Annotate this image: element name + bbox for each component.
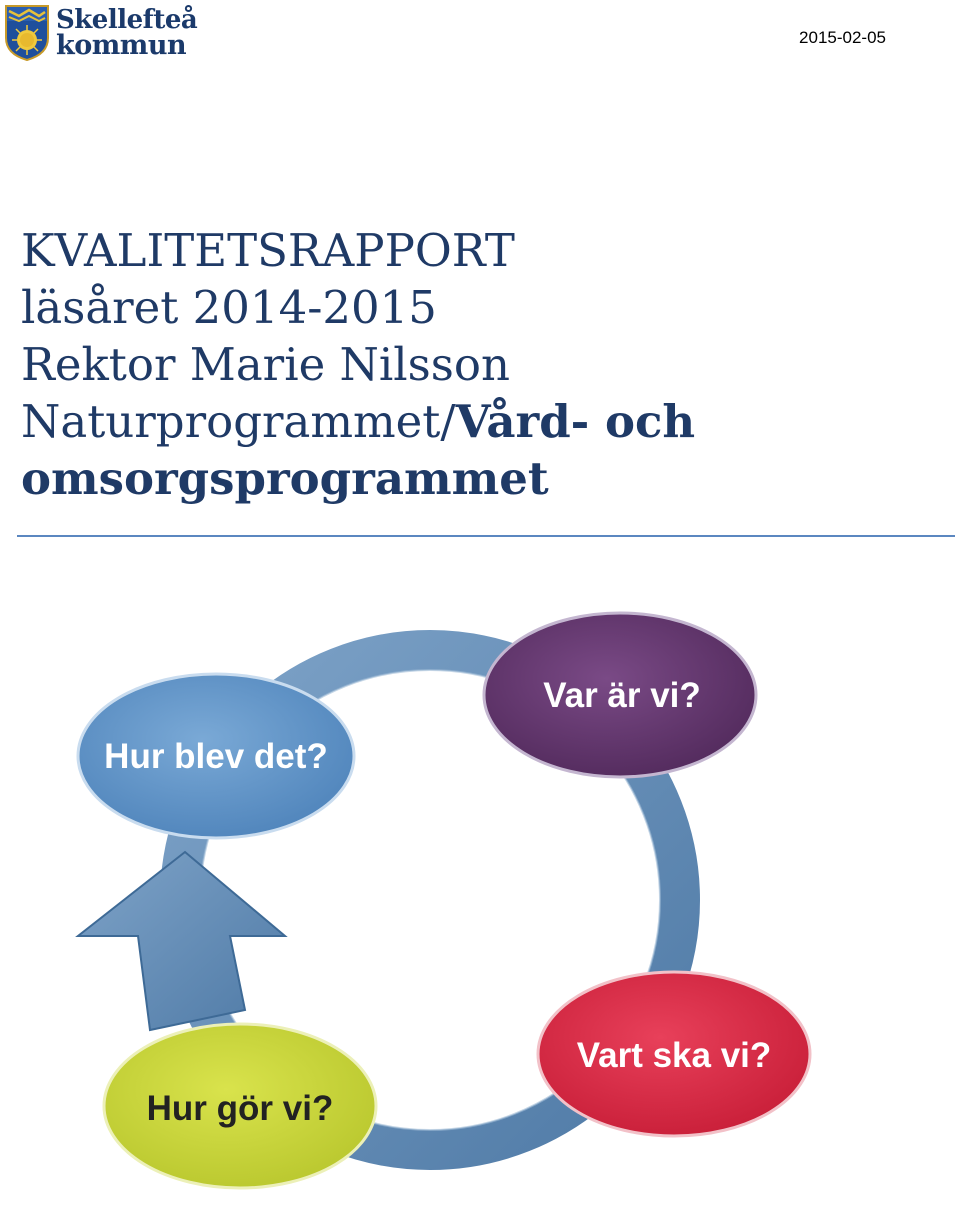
- cycle-arrow-icon: [78, 852, 285, 1030]
- divider: [17, 535, 955, 537]
- logo-line-1: Skellefteå: [56, 5, 198, 35]
- title-line-2: läsåret 2014-2015: [21, 281, 437, 334]
- document-date: 2015-02-05: [799, 28, 886, 47]
- municipality-logo: [4, 4, 197, 62]
- program-name-bold: Vård- och: [455, 395, 696, 448]
- program-name: Naturprogrammet/: [21, 395, 456, 448]
- title-line-5: [21, 450, 695, 507]
- coat-of-arms-icon: [4, 4, 50, 62]
- step-var-ar-vi-label: Var är vi?: [543, 676, 701, 715]
- program-name-bold-2: omsorgsprogrammet: [21, 452, 549, 505]
- title-line-4: [21, 393, 695, 450]
- step-vart-ska-vi-label: Vart ska vi?: [576, 1036, 772, 1075]
- step-hur-gor-vi-label: Hur gör vi?: [146, 1089, 334, 1128]
- title-line-3: Rektor Marie Nilsson: [21, 338, 510, 391]
- step-hur-blev-det-label: Hur blev det?: [104, 737, 328, 776]
- logo-line-2: kommun: [56, 30, 187, 61]
- quality-cycle-diagram: [0, 600, 960, 1209]
- report-title: [21, 222, 695, 507]
- title-line-1: KVALITETSRAPPORT: [21, 224, 515, 277]
